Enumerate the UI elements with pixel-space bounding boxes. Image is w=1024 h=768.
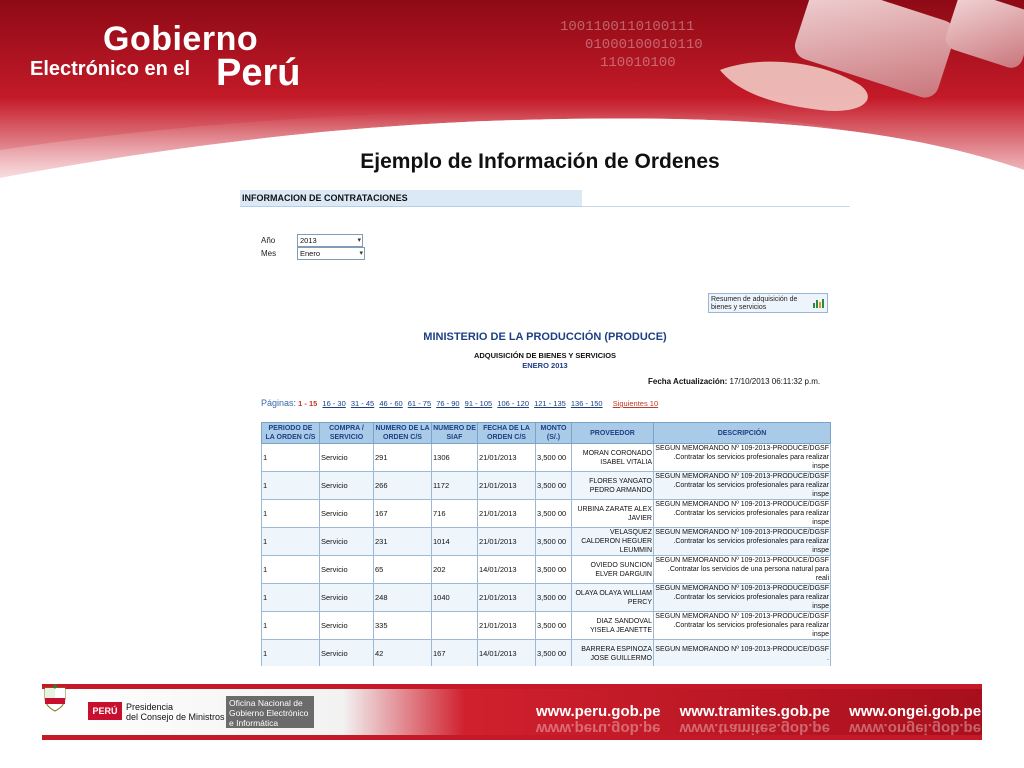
table-cell: 716	[432, 500, 478, 528]
pagination-label: Páginas:	[261, 398, 297, 408]
pagination-current: 1 - 15	[298, 399, 318, 408]
table-cell: OLAYA OLAYA WILLIAM PERCY	[572, 584, 654, 612]
pagination-link[interactable]: 16 - 30	[322, 399, 346, 408]
pagination-link[interactable]: 46 - 60	[379, 399, 403, 408]
table-cell: 3,500 00	[536, 472, 572, 500]
report-period: ENERO 2013	[522, 361, 568, 370]
table-cell: 1	[262, 556, 320, 584]
coat-of-arms-icon	[42, 684, 68, 712]
pagination-next-link[interactable]: Siguientes 10	[612, 399, 659, 408]
table-row[interactable]	[262, 556, 831, 584]
table-cell: 3,500 00	[536, 640, 572, 667]
table-cell: SEGUN MEMORANDO Nº 109-2013-PRODUCE/DGSF .Contratar los servicios profesionales para realizar inspe	[655, 529, 829, 554]
table-cell: 3,500 00	[536, 584, 572, 612]
table-cell: 1	[262, 584, 320, 612]
table-cell: 167	[374, 500, 432, 528]
table-cell: 14/01/2013	[478, 556, 536, 584]
table-cell: Servicio	[320, 528, 374, 556]
month-select[interactable]	[297, 247, 365, 260]
table-cell	[432, 612, 478, 640]
table-cell: 42	[374, 640, 432, 667]
year-label: Año	[261, 236, 276, 245]
table-cell: 1	[262, 612, 320, 640]
table-cell: SEGUN MEMORANDO Nº 109-2013-PRODUCE/DGSF .Contratar los servicios profesionales para realizar inspe	[655, 501, 829, 526]
footer-link-reflection: www.peru.gob.pe	[536, 720, 661, 737]
table-cell: Servicio	[320, 640, 374, 667]
slide-header	[0, 0, 1024, 215]
month-select-value: Enero	[300, 249, 321, 258]
table-cell: 65	[374, 556, 432, 584]
brand-title: Gobierno	[103, 20, 259, 58]
table-cell: URBINA ZARATE ALEX JAVIER	[572, 500, 654, 528]
pagination-link[interactable]: 106 - 120	[497, 399, 529, 408]
table-cell: 1	[262, 640, 320, 667]
footer-link[interactable]: www.peru.gob.pe	[536, 703, 661, 720]
table-cell: OVIEDO SUNCION ELVER DARGUIN	[572, 556, 654, 584]
table-cell: 3,500 00	[536, 556, 572, 584]
table-row[interactable]	[262, 444, 831, 472]
bar-chart-icon	[812, 298, 824, 308]
brand-subtitle: Electrónico en el	[30, 58, 191, 80]
table-cell: SEGUN MEMORANDO Nº 109-2013-PRODUCE/DGSF .Contratar los servicios profesionales para realizar inspe	[655, 445, 829, 470]
chevron-down-icon: ▾	[359, 250, 363, 257]
column-header[interactable]: COMPRA / SERVICIO	[320, 423, 374, 444]
table-cell: 1	[262, 528, 320, 556]
table-header-row	[262, 423, 831, 444]
pagination	[261, 398, 658, 408]
footer-link[interactable]: www.ongei.gob.pe	[849, 703, 982, 720]
table-cell: Servicio	[320, 472, 374, 500]
table-cell: SEGUN MEMORANDO Nº 109-2013-PRODUCE/DGSF .Contratar los servicios profesionales para realizar inspe	[655, 613, 829, 638]
table-cell: 248	[374, 584, 432, 612]
table-cell: 167	[432, 640, 478, 667]
footer-links-reflection	[536, 720, 996, 737]
column-header[interactable]: MONTO (S/.)	[536, 423, 572, 444]
table-cell: SEGUN MEMORANDO Nº 109-2013-PRODUCE/DGSF .Contratar los servicios de una persona natural para reali	[655, 557, 829, 582]
table-cell: 1	[262, 500, 320, 528]
month-label: Mes	[261, 249, 277, 258]
chevron-down-icon: ▾	[357, 237, 361, 244]
table-cell: 3,500 00	[536, 528, 572, 556]
table-cell: 3,500 00	[536, 500, 572, 528]
table-cell: 202	[432, 556, 478, 584]
table-cell: Servicio	[320, 612, 374, 640]
column-header[interactable]: FECHA DE LA ORDEN C/S	[478, 423, 536, 444]
table-cell: SEGUN MEMORANDO Nº 109-2013-PRODUCE/DGSF .Contratar los servicios profesionales para realizar inspe	[655, 585, 829, 610]
update-date-value: 17/10/2013 06:11:32 p.m.	[729, 377, 821, 386]
pagination-link[interactable]: 121 - 135	[534, 399, 566, 408]
table-cell: 231	[374, 528, 432, 556]
ongei-logo: Oficina Nacional de Gobierno Electrónico e Informática	[226, 696, 314, 728]
table-cell: 21/01/2013	[478, 528, 536, 556]
table-cell: VELASQUEZ CALDERON HEGUER LEUMMIN	[572, 528, 654, 556]
table-cell: 266	[374, 472, 432, 500]
pcm-logo	[126, 702, 225, 722]
table-cell: FLORES YANGATO PEDRO ARMANDO	[572, 472, 654, 500]
table-cell: 1172	[432, 472, 478, 500]
footer-links	[536, 703, 996, 720]
table-row[interactable]	[262, 500, 831, 528]
table-cell: 1306	[432, 444, 478, 472]
footer-link-reflection: www.tramites.gob.pe	[679, 720, 830, 737]
table-cell: Servicio	[320, 556, 374, 584]
summary-button[interactable]	[708, 293, 828, 313]
ministry-title: MINISTERIO DE LA PRODUCCIÓN (PRODUCE)	[423, 331, 667, 343]
svg-text:1001100110100111: 1001100110100111	[560, 19, 695, 35]
footer-link-reflection: www.ongei.gob.pe	[849, 720, 982, 737]
pcm-line2: del Consejo de Ministros	[126, 712, 225, 722]
table-cell: DIAZ SANDOVAL YISELA JEANETTE	[572, 612, 654, 640]
table-cell: 3,500 00	[536, 444, 572, 472]
column-header[interactable]: PROVEEDOR	[572, 423, 654, 444]
pcm-line1: Presidencia	[126, 702, 174, 712]
column-header[interactable]: NUMERO DE SIAF	[432, 423, 478, 444]
table-cell: 1	[262, 444, 320, 472]
table-cell: SEGUN MEMORANDO Nº 109-2013-PRODUCE/DGSF .Contratar los servicios profesionales para realizar inspe	[655, 473, 829, 498]
column-header[interactable]: DESCRIPCIÓN	[654, 423, 831, 444]
update-date	[648, 377, 820, 386]
table-row[interactable]	[262, 612, 831, 640]
table-row[interactable]	[262, 528, 831, 556]
orders-table	[261, 422, 831, 666]
pagination-link[interactable]: 91 - 105	[464, 399, 493, 408]
table-cell: Servicio	[320, 444, 374, 472]
svg-text:110010100: 110010100	[600, 55, 676, 71]
pagination-link[interactable]: 76 - 90	[436, 399, 460, 408]
slide-title: Ejemplo de Información de Ordenes	[360, 150, 720, 173]
table-cell: 291	[374, 444, 432, 472]
year-select-value: 2013	[300, 236, 317, 245]
table-cell: BARRERA ESPINOZA JOSE GUILLERMO	[572, 640, 654, 667]
update-date-label: Fecha Actualización:	[648, 377, 728, 386]
column-header[interactable]: NUMERO DE LA ORDEN C/S	[374, 423, 432, 444]
section-title-right	[582, 190, 850, 207]
table-cell: 21/01/2013	[478, 472, 536, 500]
table-cell: 21/01/2013	[478, 500, 536, 528]
table-cell: 1	[262, 472, 320, 500]
table-cell: 21/01/2013	[478, 612, 536, 640]
table-cell: 1040	[432, 584, 478, 612]
brand-country: Perú	[216, 52, 301, 94]
summary-button-label: Resumen de adquisición de bienes y servicios	[711, 296, 798, 311]
table-cell: 21/01/2013	[478, 444, 536, 472]
table-cell: 21/01/2013	[478, 584, 536, 612]
pagination-link[interactable]: 61 - 75	[407, 399, 432, 408]
table-row[interactable]	[262, 472, 831, 500]
table-cell: MORAN CORONADO ISABEL VITALIA	[572, 444, 654, 472]
table-cell: 3,500 00	[536, 612, 572, 640]
year-select[interactable]	[297, 234, 363, 247]
slide-footer	[42, 684, 982, 740]
section-title: INFORMACION DE CONTRATACIONES	[240, 190, 582, 207]
table-cell: 335	[374, 612, 432, 640]
peru-logo: PERÚ	[88, 702, 122, 720]
column-header[interactable]: PERIODO DE LA ORDEN C/S	[262, 423, 320, 444]
table-row[interactable]	[262, 640, 831, 667]
contracting-info-screen	[240, 190, 850, 666]
svg-text:01000100010110: 01000100010110	[585, 37, 703, 53]
table-cell: 1014	[432, 528, 478, 556]
pagination-link[interactable]: 31 - 45	[350, 399, 375, 408]
table-row[interactable]	[262, 584, 831, 612]
pagination-link[interactable]: 136 - 150	[570, 399, 603, 408]
table-cell: Servicio	[320, 500, 374, 528]
footer-link[interactable]: www.tramites.gob.pe	[679, 703, 830, 720]
table-cell: SEGUN MEMORANDO Nº 109-2013-PRODUCE/DGSF .	[654, 640, 831, 667]
table-cell: 14/01/2013	[478, 640, 536, 667]
table-cell: Servicio	[320, 584, 374, 612]
report-subtitle: ADQUISICIÓN DE BIENES Y SERVICIOS	[473, 351, 617, 360]
